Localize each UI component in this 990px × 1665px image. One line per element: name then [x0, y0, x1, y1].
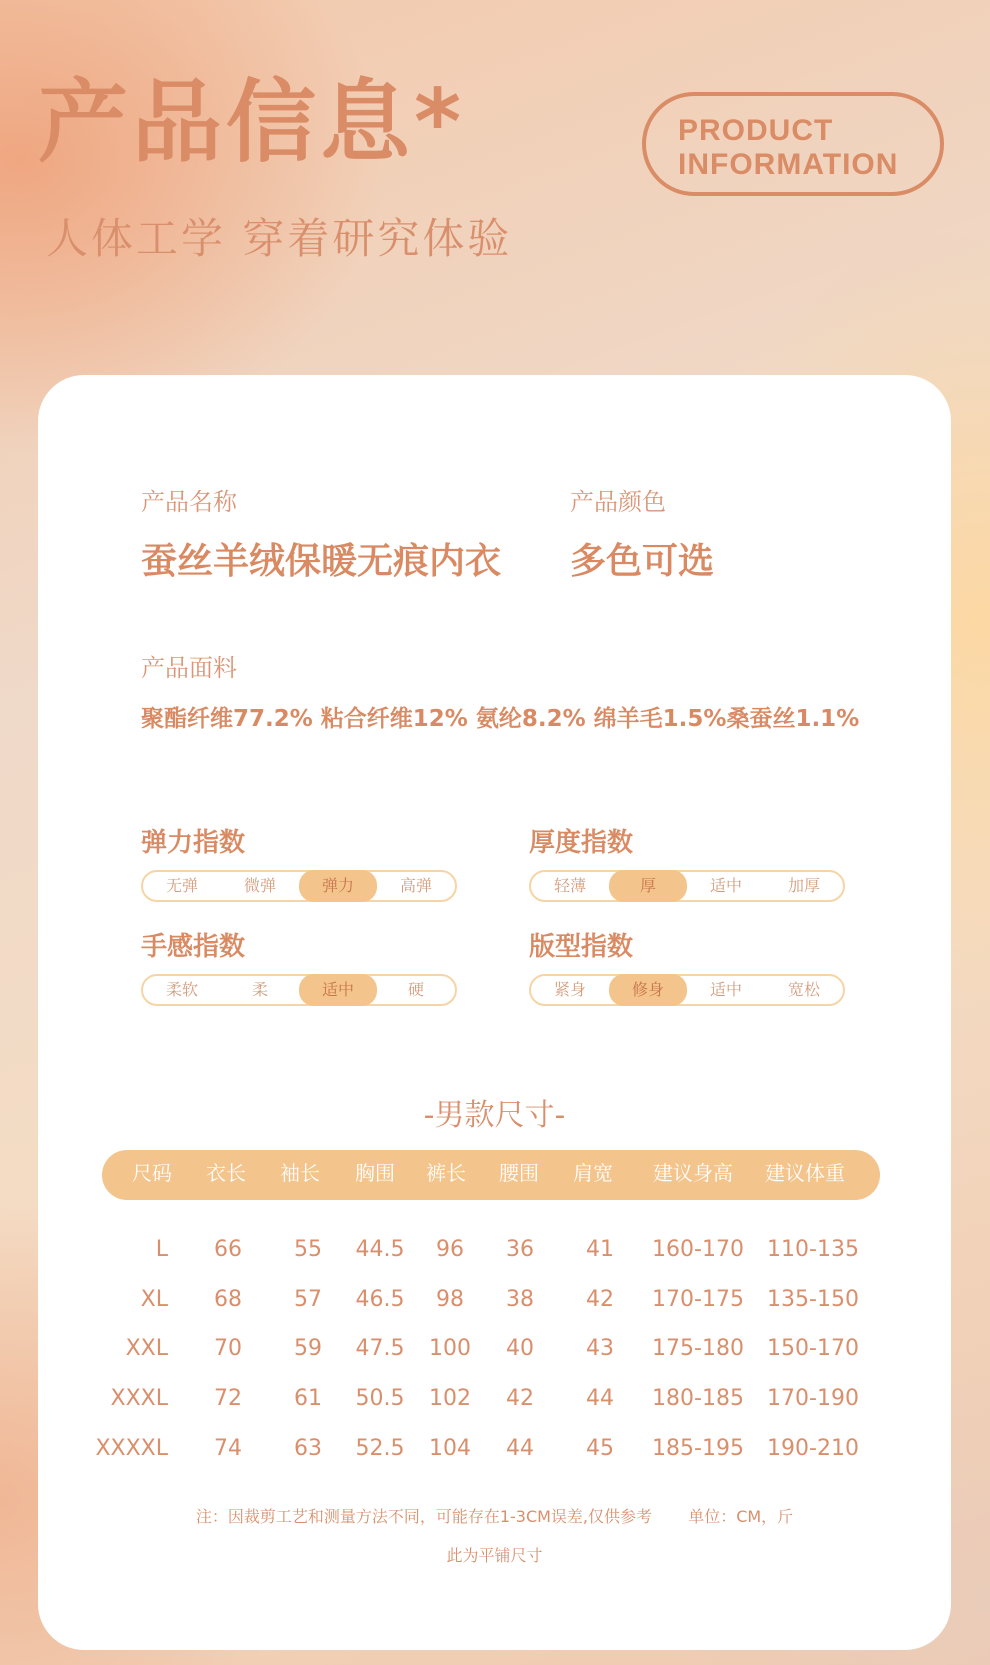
size-value-cell: 170-175 [652, 1287, 744, 1312]
size-unit-text: 单位：CM，斤 [688, 1507, 794, 1526]
size-value-cell: 70 [214, 1336, 242, 1361]
scale-option-selected: 弹力 [299, 870, 377, 902]
size-value-cell: 42 [506, 1386, 534, 1411]
badge-line-1: PRODUCT [678, 114, 834, 147]
size-value-cell: 50.5 [355, 1386, 405, 1411]
size-value-cell: 110-135 [767, 1237, 859, 1262]
product-material-field [141, 656, 859, 731]
scale-option: 无弹 [165, 876, 198, 895]
scale-option-selected: 适中 [299, 974, 377, 1006]
scale-option: 高弹 [399, 876, 432, 895]
scale-option: 紧身 [553, 980, 586, 999]
header-cell: 建议身高 [653, 1161, 733, 1185]
size-value-cell: 41 [586, 1237, 614, 1262]
size-chart-row [38, 1438, 951, 1468]
size-value-cell: 150-170 [767, 1336, 859, 1361]
size-label-cell: XXXL [110, 1386, 168, 1411]
index-scale [529, 870, 845, 902]
fit-index [529, 934, 845, 1006]
size-value-cell: 68 [214, 1287, 242, 1312]
size-value-cell: 44 [506, 1436, 534, 1461]
size-value-cell: 44 [586, 1386, 614, 1411]
size-label-cell: L [155, 1237, 168, 1262]
product-name-field [141, 490, 501, 580]
index-title: 厚度指数 [529, 828, 634, 858]
size-value-cell: 74 [214, 1436, 242, 1461]
size-value-cell: 42 [586, 1287, 614, 1312]
size-value-cell: 175-180 [652, 1336, 744, 1361]
size-chart-title: -男款尺寸- [423, 1098, 566, 1133]
size-chart-row [38, 1338, 951, 1368]
header-cell: 胸围 [355, 1161, 395, 1185]
index-title: 手感指数 [141, 932, 246, 962]
scale-option-selected: 修身 [609, 974, 687, 1006]
size-chart-row [38, 1239, 951, 1269]
index-title: 版型指数 [529, 932, 634, 962]
size-value-cell: 185-195 [652, 1436, 744, 1461]
size-value-cell: 46.5 [355, 1287, 405, 1312]
scale-option-selected: 厚 [609, 870, 687, 902]
size-label-cell: XXL [125, 1336, 168, 1361]
scale-option: 轻薄 [553, 876, 586, 895]
thickness-index [529, 830, 845, 902]
size-value-cell: 190-210 [767, 1436, 859, 1461]
scale-option: 柔 [251, 980, 268, 999]
size-value-cell: 61 [294, 1386, 322, 1411]
size-value-cell: 100 [429, 1336, 471, 1361]
size-value-cell: 36 [506, 1237, 534, 1262]
header-cell: 裤长 [426, 1161, 466, 1185]
size-label-cell: XXXXL [95, 1436, 168, 1461]
product-info-card [38, 375, 951, 1650]
size-value-cell: 66 [214, 1237, 242, 1262]
header-cell: 衣长 [206, 1161, 246, 1185]
scale-option: 柔软 [165, 980, 198, 999]
header-cell: 肩宽 [573, 1161, 613, 1185]
product-color-label: 产品颜色 [570, 488, 666, 516]
scale-option: 微弹 [243, 876, 276, 895]
size-note-text: 注：因裁剪工艺和测量方法不同，可能存在1-3CM误差,仅供参考 [195, 1507, 653, 1526]
size-value-cell: 38 [506, 1287, 534, 1312]
size-chart-row [38, 1388, 951, 1418]
product-material-label: 产品面料 [141, 654, 237, 682]
size-value-cell: 57 [294, 1287, 322, 1312]
size-value-cell: 59 [294, 1336, 322, 1361]
product-name-label: 产品名称 [141, 488, 237, 516]
product-information-badge [642, 92, 944, 196]
size-value-cell: 43 [586, 1336, 614, 1361]
size-value-cell: 45 [586, 1436, 614, 1461]
size-value-cell: 63 [294, 1436, 322, 1461]
index-scale [141, 974, 457, 1006]
size-value-cell: 55 [294, 1237, 322, 1262]
page-subtitle: 人体工学 穿着研究体验 [46, 214, 513, 263]
size-chart-header [102, 1150, 880, 1200]
product-color-field [570, 490, 714, 580]
size-value-cell: 102 [429, 1386, 471, 1411]
scale-option: 适中 [709, 980, 742, 999]
header-cell: 尺码 [132, 1161, 172, 1185]
size-value-cell: 52.5 [355, 1436, 405, 1461]
scale-option: 宽松 [787, 980, 820, 999]
scale-option: 硬 [407, 980, 424, 999]
size-value-cell: 72 [214, 1386, 242, 1411]
size-note-flat: 此为平铺尺寸 [446, 1546, 543, 1565]
size-value-cell: 160-170 [652, 1237, 744, 1262]
size-value-cell: 40 [506, 1336, 534, 1361]
size-label-cell: XL [140, 1287, 168, 1312]
scale-option: 适中 [709, 876, 742, 895]
size-value-cell: 180-185 [652, 1386, 744, 1411]
elasticity-index [141, 830, 457, 902]
badge-line-2: INFORMATION [678, 148, 899, 181]
size-value-cell: 98 [436, 1287, 464, 1312]
size-value-cell: 104 [429, 1436, 471, 1461]
product-color-value: 多色可选 [570, 541, 715, 582]
header-cell: 建议体重 [765, 1161, 845, 1185]
size-value-cell: 44.5 [355, 1237, 405, 1262]
size-chart-row [38, 1289, 951, 1319]
scale-option: 加厚 [787, 876, 820, 895]
size-value-cell: 170-190 [767, 1386, 859, 1411]
product-material-value: 聚酯纤维77.2% 粘合纤维12% 氨纶8.2% 绵羊毛1.5%桑蚕丝1.1% [141, 706, 860, 732]
size-value-cell: 47.5 [355, 1336, 405, 1361]
index-scale [141, 870, 457, 902]
header-cell: 腰围 [499, 1161, 539, 1185]
size-value-cell: 96 [436, 1237, 464, 1262]
product-name-value: 蚕丝羊绒保暖无痕内衣 [141, 541, 502, 582]
index-scale [529, 974, 845, 1006]
header-cell: 袖长 [280, 1161, 320, 1185]
page-title: 产品信息* [38, 70, 466, 175]
size-note [38, 1509, 951, 1525]
hand-feel-index [141, 934, 457, 1006]
index-title: 弹力指数 [141, 828, 246, 858]
size-value-cell: 135-150 [767, 1287, 859, 1312]
